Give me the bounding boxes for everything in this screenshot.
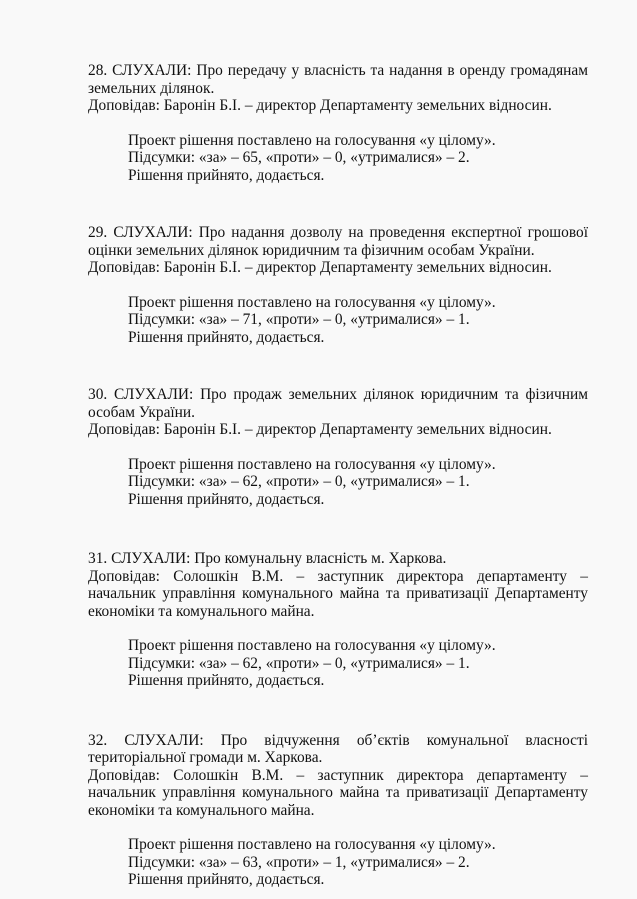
item-number: 29. — [88, 224, 108, 241]
item-topic: Про комунальну власність м. Харкова. — [194, 550, 447, 567]
item-number: 32. — [88, 731, 108, 749]
agenda-item-28 — [88, 62, 588, 184]
spacer — [88, 508, 588, 550]
item-speaker: Доповідав: Солошкін В.М. – заступник директора департаменту – начальник управління комунального майна та приватизації Департаменту економіки та комунального майна. — [88, 766, 588, 819]
spacer — [88, 184, 588, 224]
spacer — [88, 690, 588, 732]
item-number: 30. — [88, 386, 108, 403]
item-label: СЛУХАЛИ: — [113, 224, 193, 241]
item-heading — [88, 62, 588, 97]
vote-statement: Проект рішення поставлено на голосування «у цілому». — [128, 131, 496, 149]
item-heading — [88, 224, 588, 259]
item-topic: Про надання дозволу на проведення експертної грошової оцінки земельних ділянок юридичним та фізичним особам України. — [88, 224, 588, 259]
vote-statement: Проект рішення поставлено на голосування «у цілому». — [128, 637, 496, 654]
item-topic: Про продаж земельних ділянок юридичним та фізичним особам України. — [88, 386, 588, 421]
vote-block — [128, 836, 588, 889]
item-heading — [88, 386, 588, 421]
item-label: СЛУХАЛИ: — [112, 62, 192, 79]
vote-results: Підсумки: «за» – 65, «проти» – 0, «утрималися» – 2. — [128, 149, 470, 166]
agenda-item-29 — [88, 224, 588, 346]
agenda-item-31 — [88, 550, 588, 690]
vote-decision: Рішення прийнято, додається. — [128, 672, 325, 689]
vote-statement: Проект рішення поставлено на голосування «у цілому». — [128, 293, 496, 311]
spacer — [88, 346, 588, 386]
item-speaker: Доповідав: Солошкін В.М. – заступник директора департаменту – начальник управління комунального майна та приватизації Департаменту економіки та комунального майна. — [88, 567, 588, 620]
vote-statement: Проект рішення поставлено на голосування «у цілому». — [128, 836, 496, 853]
item-heading — [88, 732, 588, 767]
vote-decision: Рішення прийнято, додається. — [128, 166, 325, 184]
vote-block — [128, 132, 588, 185]
vote-decision: Рішення прийнято, додається. — [128, 871, 325, 888]
vote-results: Підсумки: «за» – 71, «проти» – 0, «утрималися» – 1. — [128, 311, 470, 328]
item-label: СЛУХАЛИ: — [114, 386, 194, 403]
item-speaker: Доповідав: Баронін Б.І. – директор Департаменту земельних відносин. — [88, 259, 552, 276]
item-number: 28. — [88, 62, 108, 79]
vote-results: Підсумки: «за» – 62, «проти» – 0, «утрималися» – 1. — [128, 654, 470, 672]
item-topic: Про відчуження об’єктів комунальної власності територіальної громади м. Харкова. — [88, 731, 588, 766]
vote-statement: Проект рішення поставлено на голосування «у цілому». — [128, 455, 496, 473]
item-speaker: Доповідав: Баронін Б.І. – директор Департаменту земельних відносин. — [88, 97, 552, 114]
vote-decision: Рішення прийнято, додається. — [128, 490, 325, 508]
vote-results: Підсумки: «за» – 63, «проти» – 1, «утрималися» – 2. — [128, 853, 470, 871]
vote-results: Підсумки: «за» – 62, «проти» – 0, «утрималися» – 1. — [128, 473, 470, 490]
vote-decision: Рішення прийнято, додається. — [128, 328, 325, 346]
agenda-item-30 — [88, 386, 588, 508]
item-heading — [88, 550, 588, 568]
item-speaker: Доповідав: Баронін Б.І. – директор Департаменту земельних відносин. — [88, 421, 552, 438]
item-number: 31. — [88, 550, 108, 567]
vote-block — [128, 294, 588, 347]
document-page — [88, 62, 588, 889]
vote-block — [128, 456, 588, 509]
agenda-item-32 — [88, 732, 588, 889]
vote-block — [128, 637, 588, 690]
item-label: СЛУХАЛИ: — [124, 731, 204, 749]
item-topic: Про передачу у власність та надання в оренду громадянам земельних ділянок. — [88, 62, 588, 97]
item-label: СЛУХАЛИ: — [111, 550, 191, 567]
